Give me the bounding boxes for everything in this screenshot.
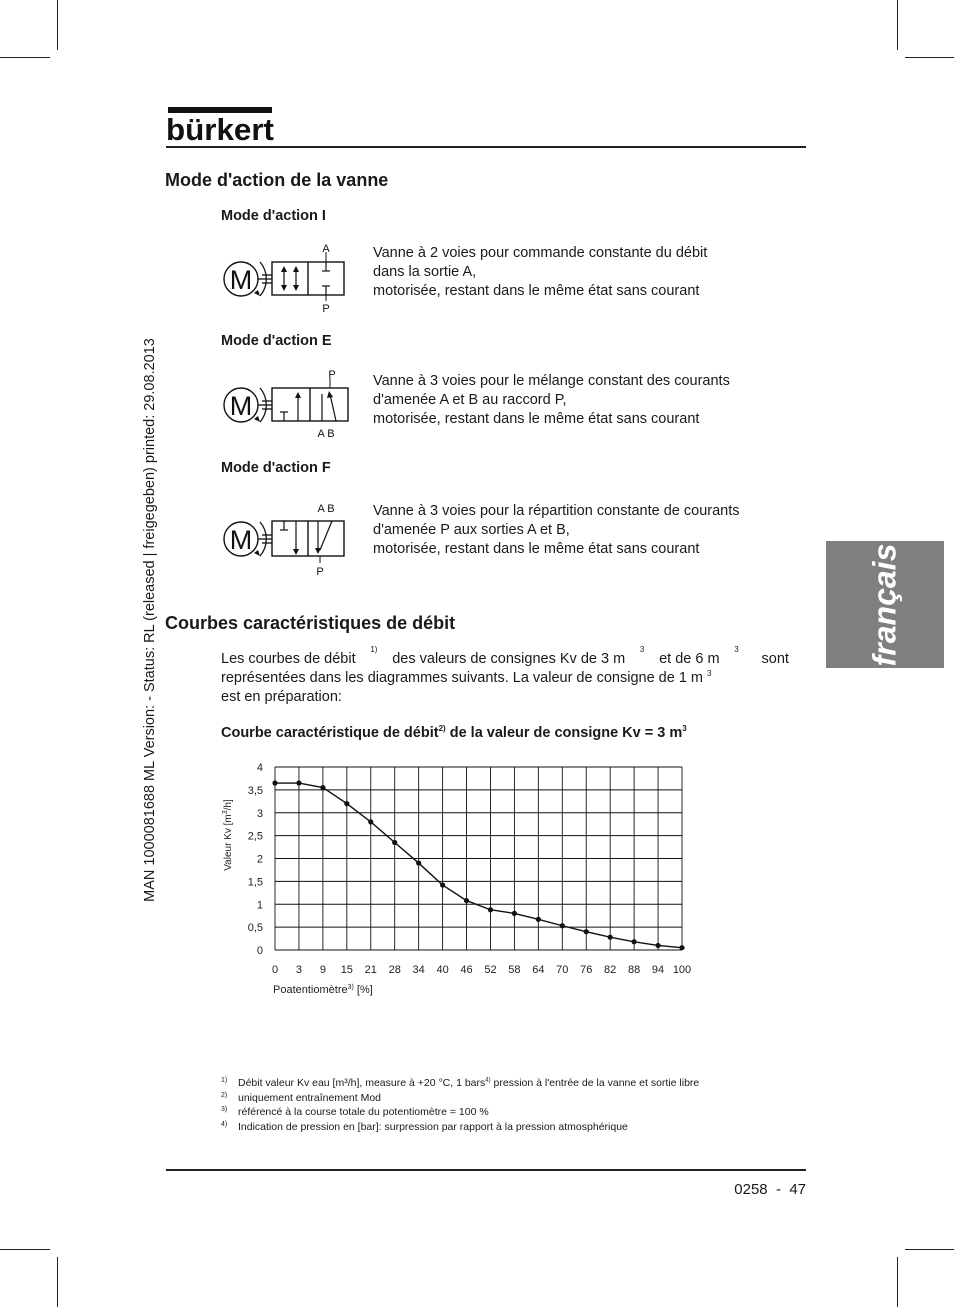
footnote-text	[238, 1077, 699, 1089]
mode-f-description	[373, 502, 804, 559]
chart-data-point	[679, 945, 684, 950]
chart-x-axis-label-sup: 3)	[347, 984, 354, 991]
chart-data-point	[320, 785, 325, 790]
section-title-curves: Courbes caractéristiques de débit	[165, 613, 456, 633]
mode-e-port-bottom: A B	[317, 428, 335, 440]
crop-mark	[905, 57, 954, 58]
mode-i-port-top: A	[322, 243, 330, 255]
chart-data-point	[392, 840, 397, 845]
chart-data-point	[632, 939, 637, 944]
chart-y-tick-label: 0,5	[247, 922, 263, 935]
chart-x-tick-label: 3	[295, 964, 303, 976]
mode-f-line-3: motorisée, restant dans le même état sans courant	[373, 541, 700, 557]
chart-title	[221, 725, 687, 741]
footnote-ref: 1)	[370, 645, 378, 654]
superscript: 3	[639, 645, 645, 654]
crop-mark	[905, 1249, 954, 1250]
chart-data-point	[416, 860, 421, 865]
brand-logo	[166, 106, 274, 146]
chart-y-tick-label: 1	[256, 899, 263, 912]
chart-x-tick-label: 15	[340, 964, 353, 976]
curves-intro-word: Les courbes de débit	[221, 651, 356, 667]
crop-mark	[0, 57, 50, 58]
chart-y-axis-label-sup: 3	[222, 810, 229, 815]
curves-intro	[221, 645, 789, 707]
mode-i-line-2: dans la sortie A,	[373, 264, 477, 280]
mode-i-description	[373, 244, 767, 301]
footnote-mark: 3)	[221, 1106, 228, 1113]
chart-series-points	[272, 780, 684, 950]
chart-data-point	[464, 898, 469, 903]
mode-i-motor-label: M	[229, 265, 253, 295]
chart-x-tick-label: 64	[532, 964, 545, 976]
crop-mark	[57, 0, 58, 50]
chart-y-axis-label	[222, 799, 234, 871]
chart-x-ticks	[272, 964, 691, 976]
chart-x-tick-label: 0	[271, 964, 279, 976]
curves-intro-line-1	[221, 645, 789, 669]
chart-x-tick-label: 46	[460, 964, 473, 976]
superscript: 3	[734, 645, 739, 654]
footnote-mark: 2)	[221, 1092, 228, 1099]
footnote-text-b: pression à l'entrée de la vanne et sortie libre	[490, 1077, 700, 1089]
curves-intro-line-3: est en préparation:	[221, 689, 342, 705]
curves-intro-word: sont	[753, 651, 789, 667]
chart-grid-horizontal	[275, 767, 682, 950]
footnote-text: référencé à la course totale du potentiomètre = 100 %	[238, 1106, 489, 1118]
curves-intro-line-2	[221, 669, 789, 688]
mode-i-valve-symbol	[218, 238, 358, 318]
chart-data-point	[560, 923, 565, 928]
mode-e-line-1: Vanne à 3 voies pour le mélange constant des courants	[373, 373, 730, 389]
chart-data-point	[488, 907, 493, 912]
mode-i-title: Mode d'action I	[221, 208, 326, 224]
footnote-ref: 2)	[438, 724, 446, 734]
curves-intro-word: et de 6 m	[659, 651, 720, 667]
chart-data-point	[655, 943, 660, 948]
chart-data-point	[536, 917, 541, 922]
chart-x-tick-label: 100	[672, 964, 692, 976]
chart-x-tick-label: 70	[556, 964, 569, 976]
chart-data-point	[272, 780, 277, 785]
chart-x-tick-label: 52	[484, 964, 497, 976]
header-rule	[166, 146, 806, 148]
chart-data-point	[296, 780, 301, 785]
mode-e-line-2: d'amenée A et B au raccord P,	[373, 392, 567, 408]
mode-f-motor-label: M	[229, 525, 253, 555]
chart-y-axis-label-b: /h]	[223, 799, 234, 811]
chart-y-tick-label: 0	[256, 945, 263, 957]
mode-f-line-1: Vanne à 3 voies pour la répartition constante de courants	[373, 503, 740, 519]
footnote-ref: 4)	[485, 1077, 491, 1084]
chart-data-point	[344, 801, 349, 806]
document-status-sidebar: MAN 1000081688 ML Version: - Status: RL (released | freigegeben) printed: 29.08.2013	[142, 338, 158, 902]
footnote-mark: 4)	[221, 1121, 228, 1128]
footnote-text: uniquement entraînement Mod	[238, 1092, 382, 1104]
chart-data-point	[368, 819, 373, 824]
crop-mark	[897, 1257, 898, 1307]
crop-mark	[897, 0, 898, 50]
chart-y-ticks	[248, 762, 263, 957]
chart-y-tick-label: 1,5	[247, 876, 263, 889]
chart-x-tick-label: 21	[364, 964, 377, 976]
chart-x-tick-label: 9	[319, 964, 326, 976]
chart-x-tick-label: 28	[388, 964, 401, 976]
chart-x-tick-label: 88	[627, 964, 641, 976]
chart-y-tick-label: 2,5	[247, 830, 263, 843]
chart-x-tick-label: 82	[604, 964, 617, 976]
language-tab[interactable]	[826, 541, 944, 668]
mode-i-port-bottom: P	[322, 303, 330, 315]
footer-rule	[166, 1169, 806, 1171]
chart-title-part: Courbe caractéristique de débit	[221, 725, 439, 741]
section-title-modes: Mode d'action de la vanne	[165, 170, 389, 190]
chart-x-tick-label: 40	[436, 964, 449, 976]
chart-data-point	[608, 935, 613, 940]
mode-f-port-top: A B	[317, 503, 335, 515]
footnote-text: Indication de pression en [bar]: surpression par rapport à la pression atmosphérique	[238, 1121, 628, 1133]
chart-x-tick-label: 34	[412, 964, 425, 976]
mode-e-port-top: P	[328, 369, 336, 381]
mode-f-valve-symbol	[218, 497, 358, 579]
mode-e-line-3: motorisée, restant dans le même état sans courant	[373, 411, 700, 427]
brand-logo-text: bürkert	[166, 112, 274, 146]
chart-x-axis-label-b: [%]	[353, 984, 373, 996]
mode-f-title: Mode d'action F	[221, 460, 331, 476]
chart-y-axis-label-a: Valeur Kv [m	[223, 814, 234, 871]
footnote-text-a: Débit valeur Kv eau [m³/h], measure à +20 °C, 1 bars	[238, 1077, 486, 1089]
footnote-4	[221, 1121, 811, 1136]
mode-f-port-bottom: P	[316, 566, 324, 578]
mode-i-line-3: motorisée, restant dans le même état sans courant	[373, 283, 700, 299]
footnotes	[221, 1077, 811, 1136]
chart-data-point	[584, 929, 589, 934]
chart-y-tick-label: 4	[256, 762, 263, 774]
chart-data-point	[512, 911, 517, 916]
mode-f-line-2: d'amenée P aux sorties A et B,	[373, 522, 570, 538]
mode-e-title: Mode d'action E	[221, 333, 332, 349]
chart-y-tick-label: 2	[256, 853, 263, 866]
superscript: 3	[707, 669, 712, 679]
mode-e-description	[373, 372, 771, 429]
curves-intro-text: représentées dans les diagrammes suivants. La valeur de consigne de 1 m	[221, 670, 703, 686]
curves-intro-word: des valeurs de consignes Kv de 3 m	[392, 651, 626, 667]
footnote-mark: 1)	[221, 1077, 228, 1084]
superscript: 3	[682, 724, 687, 734]
language-tab-label: français	[866, 543, 903, 666]
chart-title-part: de la valeur de consigne Kv = 3 m	[445, 725, 683, 741]
chart-data-point	[440, 882, 445, 887]
chart-series-line	[275, 783, 682, 948]
mode-e-valve-symbol	[218, 364, 358, 444]
chart-x-tick-label: 76	[580, 964, 593, 976]
mode-e-motor-label: M	[229, 391, 253, 421]
crop-mark	[57, 1257, 58, 1307]
chart-x-axis-label-a: Poatentiomètre	[273, 984, 348, 996]
crop-mark	[0, 1249, 50, 1250]
chart-x-axis-label	[273, 984, 373, 996]
footnote-2	[221, 1092, 811, 1106]
footnote-3	[221, 1106, 811, 1121]
mode-i-line-1: Vanne à 2 voies pour commande constante du débit	[373, 245, 708, 261]
chart-y-tick-label: 3,5	[247, 784, 263, 797]
chart-x-tick-label: 58	[508, 964, 521, 976]
page-number: 0258 - 47	[734, 1181, 806, 1198]
flow-curve-chart	[215, 755, 695, 1000]
chart-y-tick-label: 3	[256, 807, 263, 820]
chart-x-tick-label: 94	[651, 964, 665, 976]
footnote-1	[221, 1077, 811, 1092]
